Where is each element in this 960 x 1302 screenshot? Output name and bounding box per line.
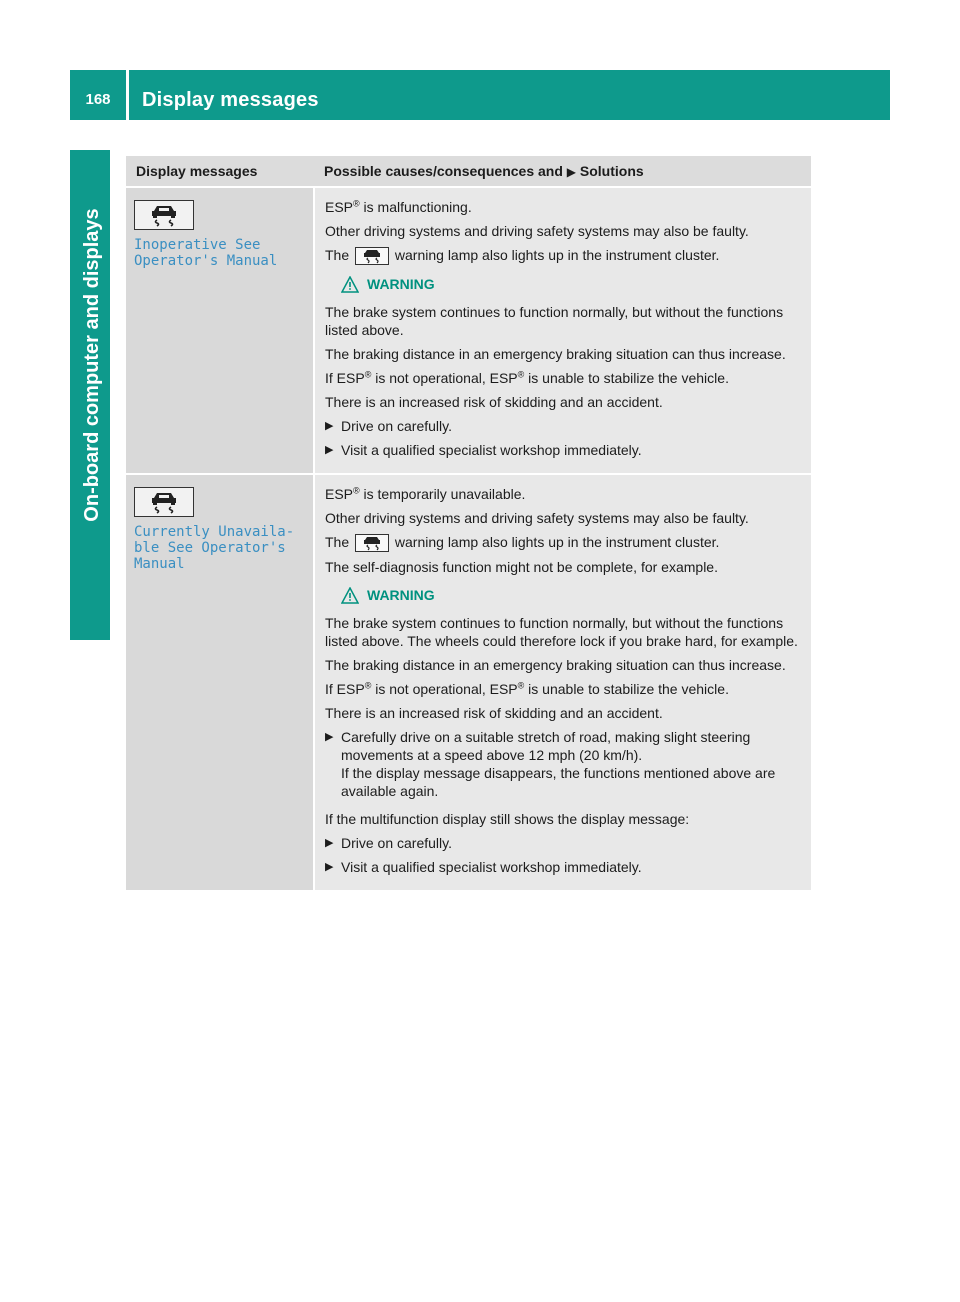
- warning-text: The brake system continues to function normally, but without the functions listed above.: [325, 304, 784, 338]
- col-header-display-messages: Display messages: [126, 156, 314, 187]
- paragraph: Other driving systems and driving safety systems may also be faulty.: [325, 510, 749, 526]
- esp-status: ESP® is temporarily unavailable.: [325, 485, 526, 502]
- warning-text: The braking distance in an emergency braking situation can thus increase.: [325, 657, 786, 673]
- action-arrow-icon: ▶: [325, 444, 334, 456]
- display-messages-table: [126, 156, 811, 890]
- warning-text: There is an increased risk of skidding and an accident.: [325, 394, 663, 410]
- action-step: ▶ Carefully drive on a suitable stretch of road, making slight steering movements at a speed above 12 mph (20 km/h). If the display message disappears, the functions mentioned above are available again.: [325, 729, 776, 799]
- display-message-cell: [126, 187, 314, 474]
- warning-text: The brake system continues to function normally, but without the functions listed above. The wheels could therefore lock if you brake hard, for example.: [325, 615, 798, 649]
- warning-triangle-icon: [341, 587, 359, 604]
- display-line: ble See Operator's: [134, 540, 286, 556]
- display-message-text: [134, 237, 305, 269]
- header-divider: [126, 70, 129, 120]
- action-arrow-icon: ▶: [325, 837, 334, 849]
- paragraph: If the multifunction display still shows the display message:: [325, 811, 690, 827]
- paragraph: Other driving systems and driving safety systems may also be faulty.: [325, 223, 749, 239]
- paragraph: The warning lamp also lights up in the instrument cluster.: [325, 247, 720, 263]
- display-line: Currently Unavaila‐: [134, 524, 295, 540]
- warning-text: There is an increased risk of skidding and an accident.: [325, 705, 663, 721]
- esp-skid-car-icon: [355, 247, 389, 265]
- action-arrow-icon: ▶: [325, 861, 334, 873]
- paragraph: The self-diagnosis function might not be complete, for example.: [325, 559, 718, 575]
- table-row: [126, 474, 811, 890]
- table-row: [126, 187, 811, 474]
- warning-heading: WARNING: [341, 275, 805, 293]
- action-step: ▶ Drive on carefully.: [325, 418, 453, 434]
- action-step: ▶ Drive on carefully.: [325, 835, 453, 851]
- esp-skid-car-icon: [134, 487, 194, 517]
- display-message-text: [134, 524, 305, 572]
- col-header-causes: [314, 156, 811, 187]
- action-step: ▶ Visit a qualified specialist workshop immediately.: [325, 442, 642, 458]
- display-line: Manual: [134, 556, 185, 572]
- col-header-causes-label: Possible causes/consequences and: [324, 162, 563, 179]
- paragraph: The warning lamp also lights up in the instrument cluster.: [325, 534, 720, 550]
- action-arrow-icon: ▶: [325, 731, 334, 743]
- warning-text: If ESP® is not operational, ESP® is unable to stabilize the vehicle.: [325, 680, 729, 697]
- esp-skid-car-icon: [355, 534, 389, 552]
- display-line: Inoperative See: [134, 237, 261, 253]
- page-number: 168: [85, 91, 111, 108]
- warning-text: If ESP® is not operational, ESP® is unable to stabilize the vehicle.: [325, 369, 729, 386]
- causes-cell: [314, 474, 811, 890]
- side-label: On-board computer and displays: [81, 208, 103, 522]
- action-step: ▶ Visit a qualified specialist workshop immediately.: [325, 859, 642, 875]
- warning-triangle-icon: [341, 276, 359, 293]
- display-line: Operator's Manual: [134, 253, 278, 269]
- esp-status: ESP® is malfunctioning.: [325, 198, 472, 215]
- warning-text: The braking distance in an emergency braking situation can thus increase.: [325, 346, 786, 362]
- col-header-solutions-label: Solutions: [579, 162, 644, 179]
- warning-heading: WARNING: [341, 586, 805, 604]
- action-arrow-icon: ▶: [325, 420, 334, 432]
- table-header-row: [126, 156, 811, 187]
- action-arrow-icon: ▶: [566, 164, 577, 179]
- esp-skid-car-icon: [134, 200, 194, 230]
- chapter-title: Display messages: [142, 89, 319, 111]
- causes-cell: [314, 187, 811, 474]
- display-message-cell: [126, 474, 314, 890]
